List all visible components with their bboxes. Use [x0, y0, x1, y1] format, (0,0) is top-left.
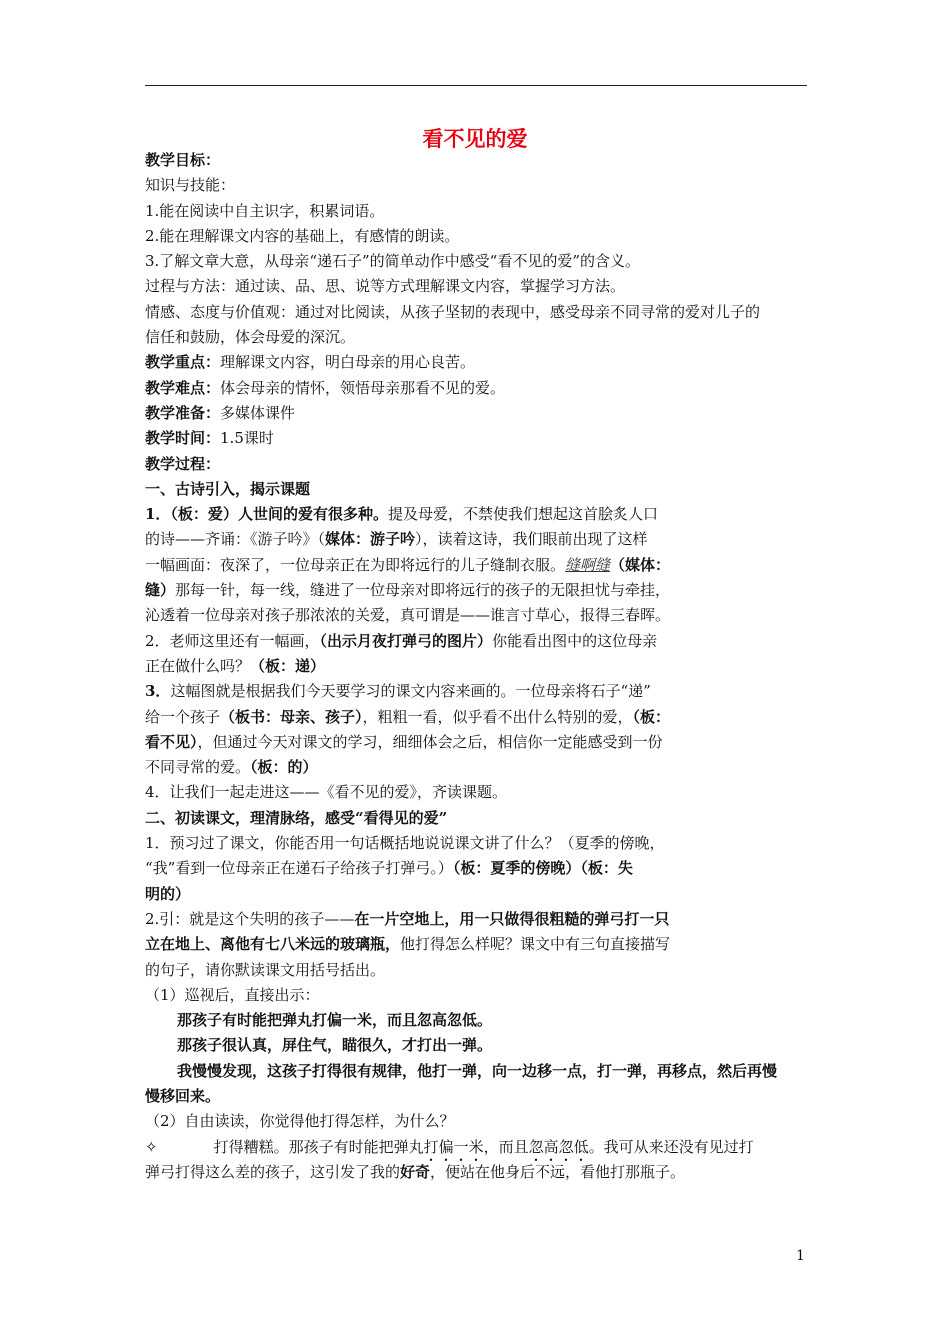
text-line: [145, 755, 810, 780]
text-segment: 体会母亲的情怀，领悟母亲那看不见的爱。: [220, 378, 506, 397]
text-line: [145, 1084, 810, 1109]
text-line: [145, 224, 810, 249]
document-title: 看不见的爱: [422, 126, 528, 151]
text-segment: ），读着这诗，我们眼前出现了这样: [415, 530, 648, 549]
text-line: [145, 1033, 810, 1058]
hyperlink-text[interactable]: 缝啊缝: [565, 555, 611, 574]
text-segment: 那每一针，每一线，缝进了一位母亲对即将远行的孩子的无限担忧与牵挂，: [175, 581, 671, 600]
text-line: [145, 730, 810, 755]
text-line: [145, 1160, 810, 1185]
bold-text: （出示月夜打弹弓的图片）: [319, 631, 493, 650]
bold-text: （板：递）: [250, 656, 326, 675]
bold-text: （板：: [632, 707, 671, 726]
text-line: [145, 705, 810, 730]
text-line: [145, 958, 810, 983]
text-line: [145, 173, 810, 198]
text-segment: 2.引：就是这个失明的孩子——: [145, 909, 355, 928]
bold-text: 那孩子很认真，屏住气，瞄很久，才打出一弹。: [177, 1036, 493, 1055]
bold-text: 在一片空地上，用一只做得很粗糙的弹弓打一只: [354, 909, 670, 928]
page-number: 1: [796, 1248, 805, 1264]
text-segment: 忽高忽低: [528, 1137, 589, 1156]
text-segment: 过程与方法：通过读、品、思、说等方式理解课文内容，掌握学习方法。: [145, 277, 626, 296]
text-segment: 正在做什么吗？: [145, 656, 251, 675]
text-segment: 2.能在理解课文内容的基础上，有感情的朗读。: [145, 226, 460, 245]
text-segment: 不同寻常的爱。: [145, 758, 251, 777]
bold-text: 看不见）: [145, 732, 198, 751]
text-segment: 的句子，请你默读课文用括号括出。: [145, 960, 386, 979]
text-segment: ，便站在他身后不远，看他打那瓶子。: [430, 1162, 686, 1181]
text-line: [145, 426, 810, 451]
text-segment: （1）巡视后，直接出示：: [145, 985, 320, 1004]
text-segment: 。我可从来还没有见过打: [588, 1137, 754, 1156]
bold-text: 二、初读课文，理清脉络，感受“看得见的爱”: [145, 808, 448, 827]
bold-text: 那孩子有时能把弹丸打偏一米，而且忽高忽低。: [177, 1011, 493, 1030]
text-segment: 1.能在阅读中自主识字，积累词语。: [145, 201, 385, 220]
bold-text: （板书：母亲、孩子）: [220, 707, 363, 726]
text-line: [145, 350, 810, 375]
text-line: [145, 932, 810, 957]
text-line: [145, 527, 810, 552]
text-line: [145, 1135, 810, 1160]
bold-text: 教学难点：: [145, 378, 221, 397]
text-segment: 理解课文内容，明白母亲的用心良苦。: [220, 353, 476, 372]
bullet-icon: ✧: [145, 1137, 158, 1156]
text-line: [145, 1059, 810, 1084]
text-line: [145, 502, 810, 527]
bold-text: 3．: [145, 682, 171, 701]
bold-text: 一、古诗引入，揭示课题: [145, 479, 311, 498]
bold-text: 教学过程：: [145, 454, 221, 473]
text-segment: 情感、态度与价值观：通过对比阅读，从孩子坚韧的表现中，感受母亲不同寻常的爱对儿子的: [145, 302, 761, 321]
text-segment: 1.5课时: [220, 429, 274, 448]
bold-text: 我慢慢发现，这孩子打得很有规律，他打一弹，向一边移一点，打一弹，再移点，然后再慢: [177, 1061, 778, 1080]
text-segment: 4．让我们一起走进这——《看不见的爱》，齐读课题。: [145, 783, 508, 802]
text-segment: （2）自由读读，你觉得他打得怎样，为什么？: [145, 1112, 455, 1131]
text-line: [145, 274, 810, 299]
text-line: [145, 148, 810, 173]
text-segment: 打得糟糕。那孩子有时能把弹丸: [213, 1137, 424, 1156]
text-line: [145, 1008, 810, 1033]
bold-text: 明的）: [145, 884, 191, 903]
bold-text: （媒体：: [610, 555, 671, 574]
document-body: [145, 148, 810, 1185]
text-segment: 信任和鼓励，体会母爱的深沉。: [145, 328, 356, 347]
text-segment: 给一个孩子: [145, 707, 221, 726]
text-line: [145, 983, 810, 1008]
text-line: [145, 780, 810, 805]
text-segment: 这幅图就是根据我们今天要学习的课文内容来画的。一位母亲将石子“递”: [170, 682, 651, 701]
text-segment: 1．预习过了课文，你能否用一句话概括地说说课文讲了什么？（夏季的傍晚，: [145, 834, 665, 853]
text-line: [145, 1109, 810, 1134]
text-segment: 知识与技能：: [145, 176, 236, 195]
text-segment: ，粗粗一看，似乎看不出什么特别的爱，: [362, 707, 633, 726]
text-line: [145, 806, 810, 831]
text-line: [145, 376, 810, 401]
text-segment: 打偏一米: [423, 1137, 484, 1156]
text-line: [145, 249, 810, 274]
bold-text: 教学目标：: [145, 151, 221, 169]
bold-text: 好奇: [400, 1162, 431, 1181]
text-line: [145, 679, 810, 704]
text-line: [145, 654, 810, 679]
bold-text: 教学重点：: [145, 353, 221, 372]
text-segment: ，但通过今天对课文的学习，细细体会之后，相信你一定能感受到一份: [197, 732, 663, 751]
bold-text: （板：的）: [250, 758, 318, 777]
bold-text: 慢移回来。: [145, 1086, 221, 1105]
text-segment: 3.了解文章大意，从母亲“递石子”的简单动作中感受“看不见的爱”的含义。: [145, 252, 640, 271]
text-segment: 多媒体课件: [220, 403, 296, 422]
bold-text: 教学时间：: [145, 429, 221, 448]
text-line: [145, 401, 810, 426]
text-segment: 一幅画面：夜深了，一位母亲正在为即将远行的儿子缝制衣服。: [145, 555, 566, 574]
bold-text: （板：夏季的傍晚）（板：失: [452, 859, 633, 878]
text-line: [145, 553, 810, 578]
text-segment: 2．老师这里还有一幅画，: [145, 631, 320, 650]
text-segment: 你能看出图中的这位母亲: [492, 631, 658, 650]
bold-text: 教学准备：: [145, 403, 221, 422]
text-segment: 沁透着一位母亲对孩子那浓浓的关爱，真可谓是——谁言寸草心，报得三春晖。: [145, 606, 671, 625]
text-line: [145, 629, 810, 654]
text-segment: 弹弓打得这么差的孩子，这引发了我的: [145, 1162, 401, 1181]
bold-text: 立在地上、离他有七八米远的玻璃瓶，: [145, 935, 401, 954]
text-segment: 提及母爱，不禁使我们想起这首脍炙人口: [387, 505, 658, 524]
text-line: [145, 452, 810, 477]
text-segment: 的诗——齐诵：《游子吟》（: [145, 530, 326, 549]
text-line: [145, 477, 810, 502]
header-rule: [145, 85, 807, 86]
text-line: [145, 907, 810, 932]
text-line: [145, 831, 810, 856]
bold-text: 1．（板：爱）人世间的爱有很多种。: [145, 505, 388, 524]
text-line: [145, 578, 810, 603]
text-segment: ，而且: [483, 1137, 529, 1156]
text-line: [145, 882, 810, 907]
text-line: [145, 300, 810, 325]
bold-text: 媒体：游子吟: [325, 530, 416, 549]
text-line: [145, 325, 810, 350]
bold-text: 缝）: [145, 581, 176, 600]
text-line: [145, 199, 810, 224]
text-line: [145, 856, 810, 881]
text-segment: “我”看到一位母亲正在递石子给孩子打弹弓。）: [145, 859, 453, 878]
text-segment: 他打得怎么样呢？课文中有三句直接描写: [400, 935, 671, 954]
text-line: [145, 603, 810, 628]
